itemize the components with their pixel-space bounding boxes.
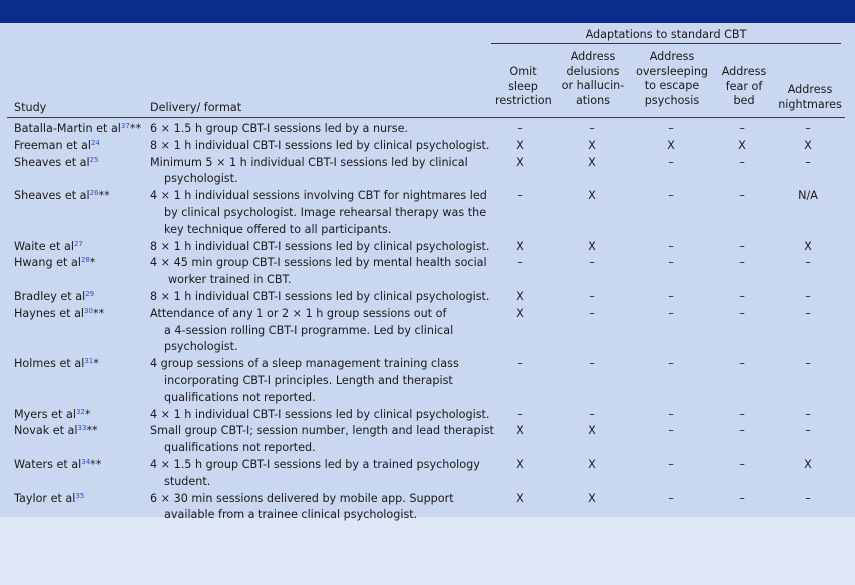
delivery-text: 6 × 1.5 h group CBT-I sessions led by a nurse. — [150, 122, 409, 135]
group-header: Adaptations to standard CBT — [585, 28, 747, 41]
adaptation-cell-night: X — [804, 239, 812, 253]
adaptation-cell-night: N/A — [798, 189, 818, 203]
study-cell — [14, 307, 104, 321]
delivery-text: by clinical psychologist. Image rehearsal therapy was the — [164, 206, 487, 219]
delivery-text: 4 × 1.5 h group CBT-I sessions led by a trained psychology — [150, 458, 480, 471]
group-header-rule — [491, 43, 841, 44]
study-cell — [14, 189, 110, 203]
study-name: Sheaves et al — [14, 155, 90, 169]
adaptation-cell-fear: X — [738, 138, 746, 152]
adaptation-cell-over: – — [668, 424, 674, 438]
reference-link[interactable]: 37 — [120, 122, 130, 130]
study-name: Hwang et al — [14, 256, 81, 270]
adaptation-cell-omit: X — [516, 239, 524, 253]
adaptation-cell-fear: – — [739, 357, 745, 371]
adaptation-cell-omit: X — [516, 458, 524, 471]
study-marker: * — [89, 256, 96, 270]
column-header-nightmares: Address nightmares — [778, 83, 842, 111]
reference-link[interactable]: 34 — [81, 458, 91, 466]
delivery-text: psychologist. — [164, 340, 238, 354]
study-marker: ** — [98, 189, 110, 203]
adaptation-cell-over: – — [668, 239, 674, 253]
adaptation-cell-night: X — [804, 138, 812, 152]
study-name: Novak et al — [14, 424, 78, 438]
column-header-oversleeping: Address oversleeping to escape psychosis — [635, 50, 709, 107]
study-name: Myers et al — [14, 407, 76, 421]
adaptation-cell-fear: – — [739, 306, 745, 320]
adaptation-cell-fear: – — [739, 155, 745, 169]
adaptation-cell-omit: – — [517, 407, 523, 421]
study-name: Sheaves et al — [14, 189, 90, 203]
study-marker: ** — [129, 122, 142, 135]
adaptation-cell-fear: – — [739, 424, 745, 438]
reference-link[interactable]: 35 — [75, 491, 85, 500]
study-name: Batalla-Martin et al — [14, 122, 121, 135]
delivery-text: student. — [164, 474, 211, 488]
delivery-text: psychologist. — [164, 172, 238, 186]
study-cell — [14, 357, 99, 371]
adaptation-cell-night: – — [805, 155, 811, 169]
study-cell — [14, 156, 99, 170]
adaptation-cell-omit: – — [517, 189, 523, 203]
adaptation-cell-night: – — [805, 357, 811, 371]
study-cell — [14, 139, 100, 153]
adaptation-cell-fear: – — [739, 458, 745, 471]
study-name: Holmes et al — [14, 357, 85, 371]
study-cell — [14, 290, 94, 304]
adaptation-cell-over: – — [668, 357, 674, 371]
adaptation-cell-night: – — [805, 290, 811, 303]
adaptation-cell-over: – — [668, 491, 674, 505]
adaptation-cell-over: – — [668, 122, 674, 135]
adaptation-cell-fear: – — [739, 290, 745, 303]
study-name: Bradley et al — [14, 290, 86, 303]
adaptation-cell-over: – — [668, 407, 674, 421]
reference-link[interactable]: 33 — [77, 424, 87, 433]
delivery-text: Minimum 5 × 1 h individual CBT-I sessions led by clinical — [150, 155, 468, 169]
adaptation-cell-fear: – — [739, 256, 745, 270]
study-cell — [14, 492, 84, 506]
adaptation-cell-over: X — [667, 138, 675, 152]
adaptation-cell-omit: X — [516, 290, 524, 303]
adaptation-cell-omit: – — [517, 357, 523, 371]
study-cell — [14, 408, 90, 422]
adaptation-cell-night: – — [805, 424, 811, 438]
adaptation-cell-del: – — [589, 290, 595, 303]
adaptation-cell-over: – — [668, 189, 674, 203]
delivery-text: available from a trainee clinical psychologist. — [164, 508, 418, 522]
reference-link[interactable]: 29 — [85, 290, 95, 298]
study-cell — [14, 424, 98, 438]
column-header-fear-bed: Address fear of bed — [721, 65, 767, 108]
column-header-delusions: Address delusions or hallucin- ations — [561, 50, 625, 107]
reference-link[interactable]: 32 — [75, 407, 85, 416]
adaptation-cell-del: X — [588, 138, 596, 152]
reference-link[interactable]: 26 — [89, 189, 99, 198]
adaptation-cell-del: X — [588, 491, 596, 505]
delivery-text: 8 × 1 h individual CBT-I sessions led by clinical psychologist. — [150, 239, 490, 253]
adaptation-cell-del: X — [588, 458, 596, 471]
adaptation-cell-over: – — [668, 155, 674, 169]
adaptation-cell-omit: – — [517, 122, 523, 135]
adaptation-cell-del: X — [588, 189, 596, 203]
adaptation-cell-omit: X — [516, 306, 524, 320]
adaptation-cell-fear: – — [739, 407, 745, 421]
delivery-text: 4 × 45 min group CBT-I sessions led by mental health social — [150, 256, 487, 270]
adaptation-cell-del: X — [588, 155, 596, 169]
column-header-omit-sleep: Omit sleep restriction — [495, 65, 552, 108]
reference-link[interactable]: 31 — [84, 357, 94, 366]
study-name: Haynes et al — [14, 306, 85, 320]
adaptation-cell-omit: X — [516, 155, 524, 169]
delivery-text: 4 × 1 h individual sessions involving CBT for nightmares led — [150, 189, 487, 203]
adaptation-cell-omit: X — [516, 491, 524, 505]
adaptation-cell-over: – — [668, 290, 674, 303]
reference-link[interactable]: 24 — [90, 138, 100, 147]
study-marker: * — [93, 357, 99, 371]
adaptation-cell-night: X — [804, 458, 812, 471]
delivery-text: Small group CBT-I; session number, length and lead therapist — [150, 424, 494, 438]
adaptation-cell-over: – — [668, 256, 674, 270]
delivery-text: qualifications not reported. — [164, 390, 316, 404]
study-cell — [14, 458, 101, 472]
delivery-text: 6 × 30 min sessions delivered by mobile app. Support — [150, 491, 454, 505]
delivery-text: 4 group sessions of a sleep management training class — [150, 357, 459, 371]
adaptation-cell-del: – — [589, 407, 595, 421]
delivery-text: incorporating CBT-I principles. Length and therapist — [164, 374, 453, 387]
delivery-text: key technique offered to all participants. — [164, 222, 392, 236]
table-footer-area — [0, 517, 855, 585]
adaptation-cell-night: – — [805, 407, 811, 421]
adaptation-cell-over: – — [668, 306, 674, 320]
study-name: Waters et al — [14, 458, 82, 471]
delivery-text: 8 × 1 h individual CBT-I sessions led by clinical psychologist. — [150, 138, 490, 152]
adaptation-cell-night: – — [805, 306, 811, 320]
study-name: Freeman et al — [14, 138, 91, 152]
delivery-text: 4 × 1 h individual CBT-I sessions led by clinical psychologist. — [150, 407, 490, 421]
adaptation-cell-del: – — [589, 357, 595, 371]
reference-link[interactable]: 25 — [89, 155, 99, 164]
study-cell — [14, 122, 141, 136]
study-name: Waite et al — [14, 239, 74, 253]
delivery-text: 8 × 1 h individual CBT-I sessions led by clinical psychologist. — [150, 290, 490, 303]
study-marker: ** — [90, 458, 102, 471]
adaptation-cell-del: – — [589, 256, 595, 270]
adaptation-cell-omit: X — [516, 424, 524, 438]
adaptation-cell-del: – — [589, 122, 595, 135]
study-marker: ** — [92, 306, 105, 320]
study-cell — [14, 240, 83, 254]
adaptation-cell-fear: – — [739, 189, 745, 203]
adaptation-cell-del: X — [588, 239, 596, 253]
adaptation-cell-omit: – — [517, 256, 523, 270]
study-cell — [14, 256, 95, 270]
adaptation-cell-del: – — [589, 306, 595, 320]
reference-link[interactable]: 28 — [80, 256, 90, 265]
adaptation-cell-night: – — [805, 122, 811, 135]
reference-link[interactable]: 27 — [73, 239, 83, 248]
adaptation-cell-fear: – — [739, 491, 745, 505]
adaptation-cell-del: X — [588, 424, 596, 438]
header-bar — [0, 0, 855, 23]
adaptation-cell-fear: – — [739, 239, 745, 253]
study-name: Taylor et al — [14, 491, 76, 505]
adaptation-cell-over: – — [668, 458, 674, 471]
study-marker: * — [84, 407, 91, 421]
column-header-study: Study — [14, 101, 47, 114]
study-marker: ** — [86, 424, 98, 438]
reference-link[interactable]: 30 — [84, 306, 93, 315]
delivery-text: Attendance of any 1 or 2 × 1 h group sessions out of — [150, 306, 447, 320]
adaptation-cell-omit: X — [516, 138, 524, 152]
adaptation-cell-fear: – — [739, 122, 745, 135]
delivery-text: worker trained in CBT. — [168, 273, 292, 287]
delivery-text: a 4-session rolling CBT-I programme. Led by clinical — [164, 323, 454, 337]
adaptation-cell-night: – — [805, 256, 811, 270]
adaptation-cell-night: – — [805, 491, 811, 505]
column-header-delivery: Delivery/ format — [150, 101, 242, 114]
header-rule — [7, 117, 845, 118]
delivery-text: qualifications not reported. — [164, 441, 316, 455]
